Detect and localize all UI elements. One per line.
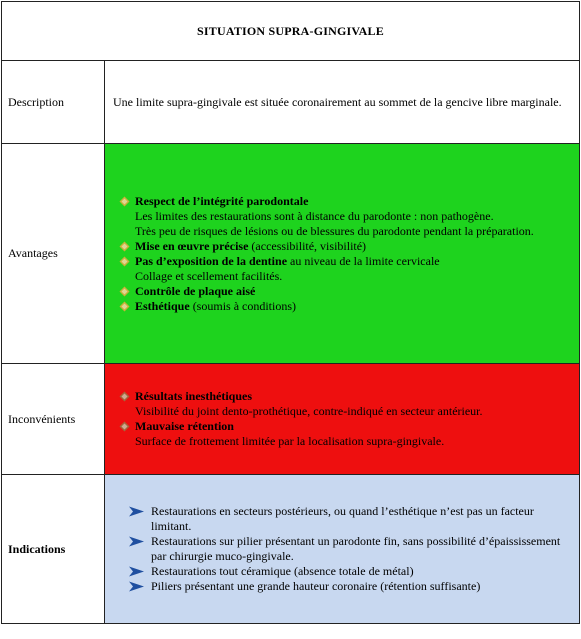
avantage-rest: (soumis à conditions) (189, 298, 297, 313)
avantage-bold: Respect de l’intégrité parodontale (135, 193, 309, 208)
inconvenients-list (105, 389, 579, 449)
avantage-text (135, 254, 440, 269)
avantage-bold: Mise en œuvre précise (135, 238, 249, 253)
inconvenient-detail: Surface de frottement limitée par la localisation supra-gingivale. (135, 434, 445, 448)
indication-text: Restaurations tout céramique (absence totale de métal) (151, 564, 414, 578)
comparison-table (1, 1, 580, 624)
indications-label: Indications (2, 475, 105, 624)
diamond-bullet-icon (113, 299, 135, 314)
inconvenients-cell (105, 364, 580, 475)
avantage-bold: Contrôle de plaque aisé (135, 283, 256, 298)
inconvenient-bold: Mauvaise rétention (135, 419, 234, 433)
indication-text: Restaurations sur pilier présentant un parodonte fin, sans possibilité d’épaississement par chirurgie muco-gingivale. (151, 534, 561, 563)
diamond-bullet-icon (113, 419, 135, 434)
inconvenient-item (113, 389, 573, 404)
avantage-text (135, 239, 366, 254)
avantage-bold: Pas d’exposition de la dentine (135, 253, 288, 268)
avantage-item (113, 194, 573, 209)
avantage-detail: Très peu de risques de lésions ou de blessures du parodonte pendant la préparation. (135, 223, 534, 238)
avantage-item (113, 254, 573, 269)
inconvenients-row (2, 364, 580, 475)
diamond-bullet-icon (113, 284, 135, 299)
avantage-bold: Esthétique (135, 298, 190, 313)
arrow-bullet-icon (129, 504, 151, 519)
indication-item (105, 564, 571, 579)
arrow-bullet-icon (129, 564, 151, 579)
inconvenient-bold: Résultats inesthétiques (135, 389, 253, 403)
avantage-rest: (accessibilité, visibilité) (248, 238, 367, 253)
title-row (2, 2, 580, 61)
diamond-bullet-icon (113, 239, 135, 254)
inconvenients-label: Inconvénients (2, 364, 105, 475)
description-row (2, 61, 580, 144)
indications-list (105, 504, 579, 594)
indication-item (105, 534, 571, 564)
avantages-cell (105, 144, 580, 364)
indications-cell (105, 475, 580, 624)
avantage-rest: au niveau de la limite cervicale (287, 253, 440, 268)
avantage-item (113, 239, 573, 254)
inconvenient-item (113, 419, 573, 434)
avantage-text (135, 284, 255, 299)
arrow-bullet-icon (129, 534, 151, 549)
avantage-detail: Les limites des restaurations sont à distance du parodonte : non pathogène. (135, 208, 494, 223)
avantage-item (113, 299, 573, 314)
description-text: Une limite supra-gingivale est située coronairement au sommet de la gencive libre marginale. (105, 61, 580, 144)
indication-text: Restaurations en secteurs postérieurs, ou quand l’esthétique n’est pas un facteur limitant. (151, 504, 534, 533)
diamond-bullet-icon (113, 194, 135, 209)
table-title: SITUATION SUPRA-GINGIVALE (2, 2, 580, 61)
indication-item (105, 579, 571, 594)
diamond-bullet-icon (113, 389, 135, 404)
avantage-item (113, 284, 573, 299)
description-label: Description (2, 61, 105, 144)
avantages-label: Avantages (2, 144, 105, 364)
indication-text: Piliers présentant une grande hauteur coronaire (rétention suffisante) (151, 579, 481, 593)
avantage-text (135, 194, 308, 209)
avantages-row (2, 144, 580, 364)
inconvenient-detail: Visibilité du joint dento-prothétique, contre-indiqué en secteur antérieur. (135, 404, 483, 418)
avantage-detail: Collage et scellement facilités. (135, 268, 283, 283)
indications-row (2, 475, 580, 624)
avantages-list (105, 194, 579, 314)
avantage-text (135, 299, 296, 314)
indication-item (105, 504, 571, 534)
arrow-bullet-icon (129, 579, 151, 594)
diamond-bullet-icon (113, 254, 135, 269)
